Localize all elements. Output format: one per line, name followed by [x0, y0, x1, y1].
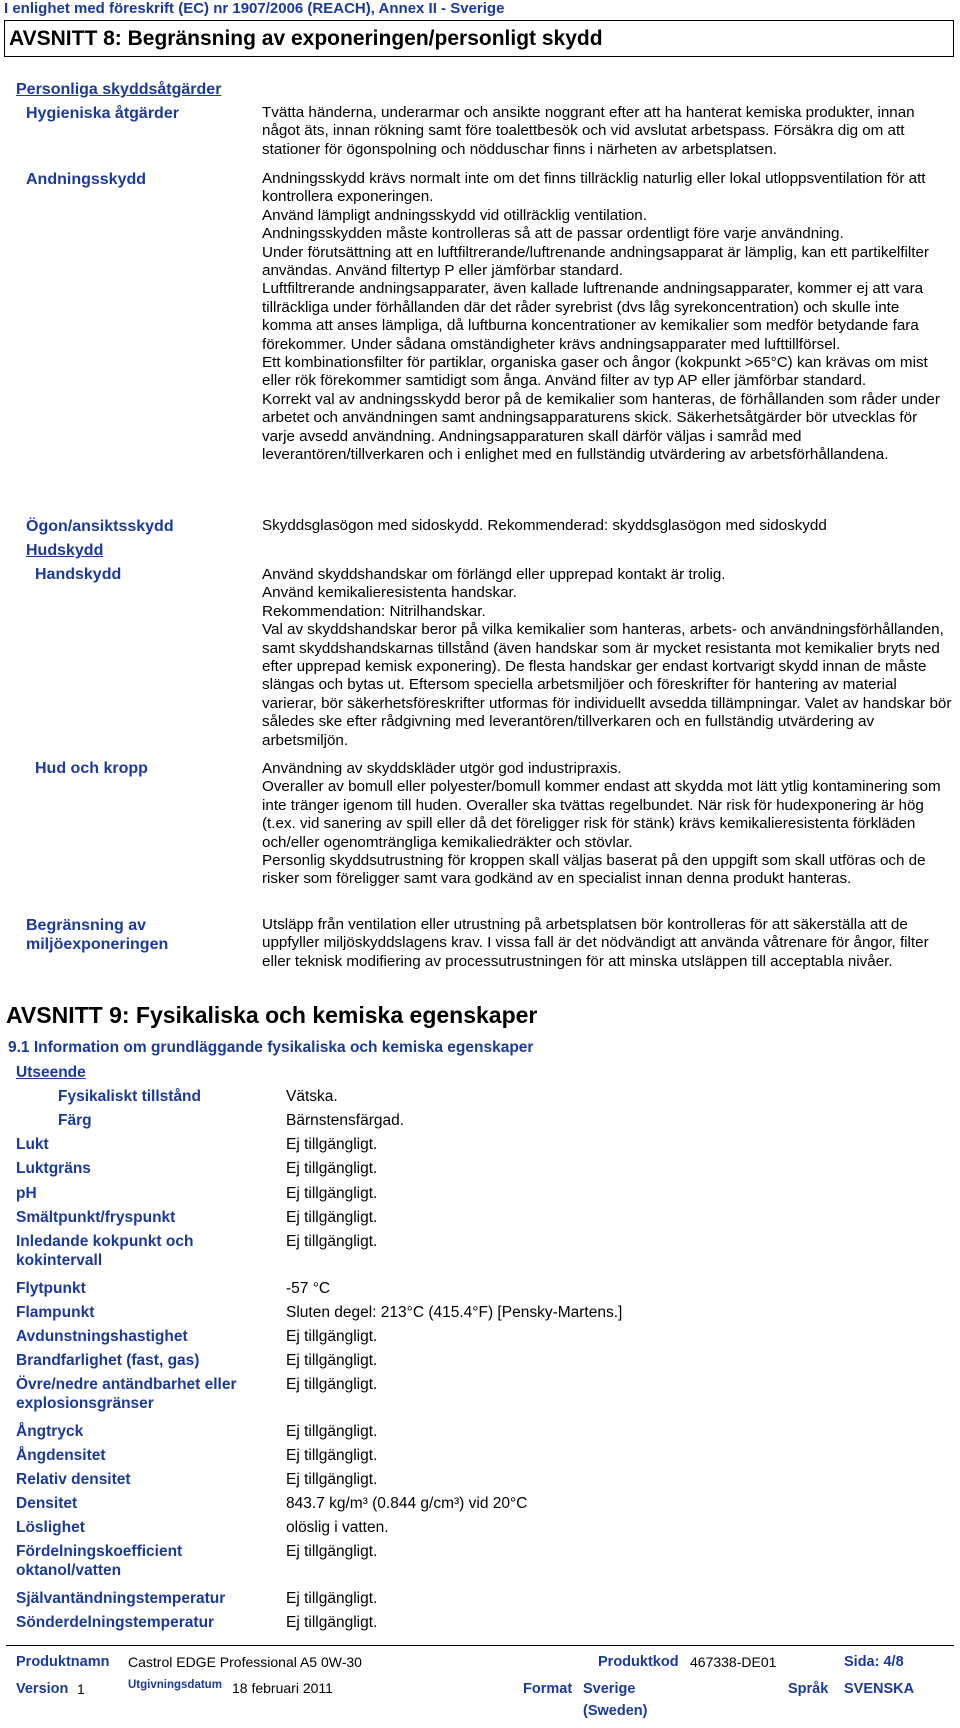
property-label: Fysikaliskt tillstånd: [58, 1088, 201, 1105]
respiratory-label: Andningsskydd: [26, 171, 147, 188]
hand-para: Använd skyddshandskar om förlängd eller upprepad kontakt är trolig.: [262, 566, 726, 583]
hand-para: Använd kemikalieresistenta handskar.: [262, 584, 517, 602]
property-label: Flytpunkt: [16, 1280, 86, 1297]
environmental-exposure-label: Begränsning av miljöexponeringen: [26, 917, 169, 953]
section-8-title: AVSNITT 8: Begränsning av exponeringen/personligt skydd: [9, 27, 603, 50]
product-name: Castrol EDGE Professional A5 0W-30: [128, 1654, 362, 1670]
hand-protection-text: [262, 566, 952, 750]
property-value: Ej tillgängligt.: [286, 1471, 378, 1488]
hand-protection-label: Handskydd: [35, 566, 122, 583]
appearance-heading: Utseende: [16, 1064, 86, 1081]
property-value: Ej tillgängligt.: [286, 1447, 378, 1464]
respiratory-para: Använd lämpligt andningsskydd vid otillräcklig ventilation.: [262, 206, 647, 224]
property-value: Ej tillgängligt.: [286, 1233, 378, 1250]
respiratory-para: Under förutsättning att en luftfiltrerande/luftrenande andningsapparat är lämplig, kan ett partikelfilter användas. Använd filtertyp P eller jämförbar standard.: [262, 243, 929, 280]
property-value: Ej tillgängligt.: [286, 1376, 378, 1393]
format-label: Format: [523, 1681, 573, 1697]
property-value: Ej tillgängligt.: [286, 1185, 378, 1202]
version-value: 1: [77, 1681, 85, 1697]
environmental-exposure-text: Utsläpp från ventilation eller utrustning på arbetsplatsen bör kontrolleras för att säkerställa att de uppfyller miljöskyddslagens krav. I vissa fall är det nödvändigt att använda våtrenare för ångor, filter eller teknisk modifiering av processutrustningen för att minska utsläppen till acceptabla nivåer.: [262, 916, 929, 970]
property-value: Ej tillgängligt.: [286, 1352, 378, 1369]
section-9-1-subtitle: 9.1 Information om grundläggande fysikaliska och kemiska egenskaper: [8, 1039, 534, 1056]
respiratory-para: Andningsskydd krävs normalt inte om det finns tillräcklig naturlig eller lokal utloppsventilation för att kontrollera exponeringen.: [262, 170, 926, 206]
property-label: Löslighet: [16, 1519, 85, 1536]
respiratory-text: [262, 170, 952, 465]
property-label: Brandfarlighet (fast, gas): [16, 1352, 200, 1369]
eye-protection-text: Skyddsglasögon med sidoskydd. Rekommenderad: skyddsglasögon med sidoskydd: [262, 517, 827, 534]
product-code: 467338-DE01: [690, 1654, 777, 1670]
respiratory-para: Luftfiltrerande andningsapparater, även kallade luftrenande andningsapparater, kommer ej att vara tillräckliga under förhållanden där det råder syrebrist (dvs låg syrekoncentration) och skulle inte komma att anses lämpliga, då luftburna koncentrationer av kemikalier som medför betydande fara förekommer. Under sådana omständigheter krävs andningsapparater med lufttillförsel.: [262, 280, 924, 353]
property-value: Ej tillgängligt.: [286, 1543, 378, 1560]
property-value: Ej tillgängligt.: [286, 1328, 378, 1345]
property-label: Smältpunkt/fryspunkt: [16, 1209, 176, 1226]
property-label: Inledande kokpunkt och kokintervall: [16, 1233, 194, 1269]
property-label: Densitet: [16, 1495, 78, 1512]
property-value: Ej tillgängligt.: [286, 1160, 378, 1177]
property-label: Fördelningskoefficient oktanol/vatten: [16, 1543, 183, 1579]
issue-date: 18 februari 2011: [232, 1680, 333, 1696]
respiratory-para: Ett kombinationsfilter för partiklar, organiska gaser och ångor (kokpunkt >65°C) kan krävas om mist eller rök förekommer samtidigt som ånga. Använd filter av typ AP eller jämförbar standard.: [262, 354, 928, 390]
product-code-label: Produktkod: [598, 1654, 679, 1670]
property-label: Ångdensitet: [16, 1447, 106, 1464]
respiratory-para: Korrekt val av andningsskydd beror på de kemikalier som hanteras, de förhållanden som råder under arbetet och användningen samt andningsapparaturens skick. Säkerhetsåtgärder bör utvecklas för varje avsedd användning. Andningsapparaturen skall därför väljas i samråd med leverantören/tillverkaren och i enlighet med en fullständig utvärdering av arbetsförhållandena.: [262, 390, 940, 464]
hand-para: Rekommendation: Nitrilhandskar.: [262, 602, 486, 620]
eye-protection-label: Ögon/ansiktsskydd: [26, 518, 174, 535]
page-footer: [0, 1645, 960, 1728]
property-label: Ångtryck: [16, 1423, 84, 1440]
body-protection-text: [262, 760, 952, 889]
format-value-english: (Sweden): [583, 1703, 648, 1719]
body-para: Användning av skyddskläder utgör god industripraxis.: [262, 760, 622, 777]
property-value: Vätska.: [286, 1088, 338, 1105]
body-para: Overaller av bomull eller polyester/bomull kommer endast att skydda mot lätt ytlig kontaminering som inte tränger igenom till huden. Overaller ska tvättas regelbundet. När risk för hudexponering är hög (t.ex. vid sanering av spill eller då det föreligger risk för stänk) krävs kemikalieresistenta förkläden och/eller ogenomträngliga kemikaliedräkter och stövlar.: [262, 778, 941, 851]
section-9-title: AVSNITT 9: Fysikaliska och kemiska egenskaper: [6, 1002, 538, 1028]
property-label: Självantändningstemperatur: [16, 1590, 226, 1607]
footer-divider: [6, 1645, 954, 1646]
language-value: SVENSKA: [844, 1681, 915, 1697]
hygiene-label: Hygieniska åtgärder: [26, 105, 179, 122]
property-value: Ej tillgängligt.: [286, 1209, 378, 1226]
property-value: Bärnstensfärgad.: [286, 1112, 405, 1129]
property-label: Flampunkt: [16, 1304, 95, 1321]
respiratory-para: Andningsskydden måste kontrolleras så att de passar ordentligt före varje användning.: [262, 225, 844, 243]
personal-protection-heading: Personliga skyddsåtgärder: [16, 81, 222, 98]
property-value: Ej tillgängligt.: [286, 1423, 378, 1440]
language-label: Språk: [788, 1681, 829, 1697]
property-value: Ej tillgängligt.: [286, 1590, 378, 1607]
property-label: Luktgräns: [16, 1160, 91, 1177]
body-protection-label: Hud och kropp: [35, 760, 148, 777]
property-value: Sluten degel: 213°C (415.4°F) [Pensky-Martens.]: [286, 1304, 623, 1321]
regulation-line: I enlighet med föreskrift (EC) nr 1907/2006 (REACH), Annex II - Sverige: [4, 0, 505, 17]
property-value: 843.7 kg/m³ (0.844 g/cm³) vid 20°C: [286, 1495, 528, 1512]
body-para: Personlig skyddsutrustning för kroppen skall väljas baserat på den uppgift som skall utföras och de risker som föreligger samt vara godkänd av en specialist innan denna produkt hanteras.: [262, 852, 926, 888]
version-label: Version: [16, 1681, 69, 1697]
skin-protection-heading: Hudskydd: [26, 542, 104, 559]
format-value: Sverige: [583, 1681, 636, 1697]
property-label: Avdunstningshastighet: [16, 1328, 188, 1345]
property-label: Sönderdelningstemperatur: [16, 1614, 215, 1631]
property-label: Övre/nedre antändbarhet eller explosionsgränser: [16, 1376, 237, 1412]
property-value: Ej tillgängligt.: [286, 1614, 378, 1631]
property-value: -57 °C: [286, 1280, 331, 1297]
section-8-header: [4, 20, 954, 57]
property-label: Färg: [58, 1112, 92, 1129]
page-number: Sida: 4/8: [844, 1654, 904, 1670]
issue-date-label: Utgivningsdatum: [128, 1679, 222, 1691]
property-value: olöslig i vatten.: [286, 1519, 389, 1536]
property-label: Lukt: [16, 1136, 49, 1153]
property-label: Relativ densitet: [16, 1471, 131, 1488]
property-value: Ej tillgängligt.: [286, 1136, 378, 1153]
hygiene-text: Tvätta händerna, underarmar och ansikte noggrant efter att ha hanterat kemiska produkter, innan något äts, innan rökning samt före toalettbesök och vid avslutat arbetspass. Försäkra dig om att stationer för ögonspolning och nödduschar finns i närheten av arbetsplatsen.: [262, 104, 915, 158]
property-label: pH: [16, 1185, 37, 1202]
product-name-label: Produktnamn: [16, 1654, 110, 1670]
hand-para: Val av skyddshandskar beror på vilka kemikalier som hanteras, arbets- och användningsförhållanden, samt skyddshandskarnas tillstånd (även handskar som är mycket resistanta mot kemikalier bryts ned efter upprepad kemisk exponering). De flesta handskar ger endast kortvarigt skydd innan de måste slängas och bytas ut. Eftersom speciella arbetsmiljöer och föreskrifter för hantering av material varierar, bör säkerhetsföreskrifter utformas för individuellt avsedda tillämpningar. Valet av handskar bör således ske efter rådgivning med leverantören/tillverkaren och en fullständig utvärdering av arbetsmiljön.: [262, 621, 952, 749]
